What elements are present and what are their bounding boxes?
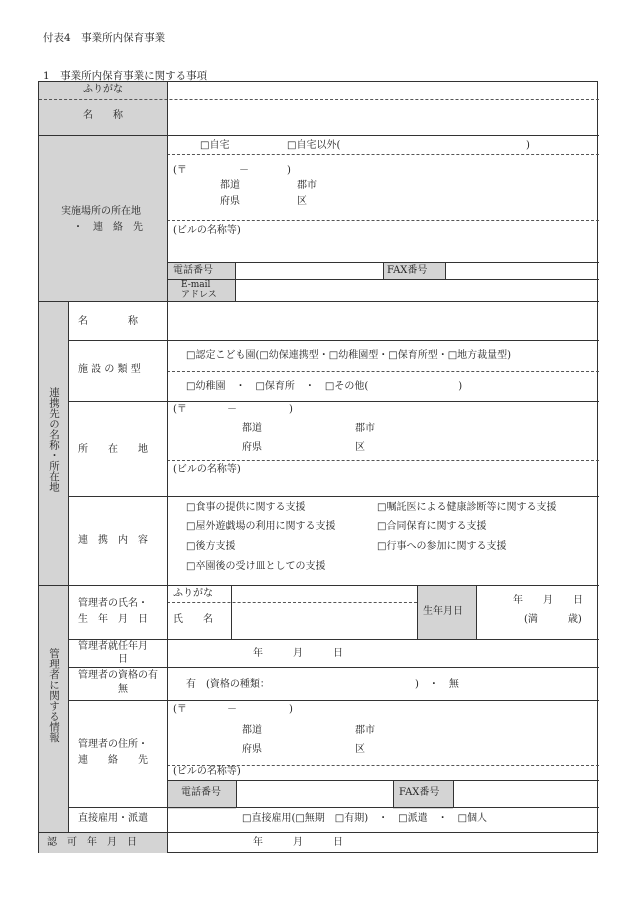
fax-input[interactable] — [446, 263, 598, 278]
manager-phone-label: 電話番号 — [181, 787, 221, 798]
row-line — [39, 585, 599, 586]
phone-input[interactable] — [236, 263, 382, 278]
row-line — [68, 496, 599, 497]
dashed-line — [167, 371, 599, 372]
phone-label: 電話番号 — [173, 265, 213, 276]
manager-address-label-1: 管理者の住所・ — [78, 739, 148, 750]
postal-mark: (〒 — [173, 704, 187, 715]
fax-label: FAX番号 — [387, 265, 428, 276]
support-playground-checkbox[interactable]: □屋外遊戯場の利用に関する支援 — [186, 521, 336, 532]
employment-label: 直接雇用・派遣 — [78, 813, 148, 824]
pref-label-2: 府県 — [242, 442, 262, 453]
city-label-2: 区 — [297, 196, 307, 207]
pref-label-1: 都道 — [220, 180, 240, 191]
name-label: 名 称 — [83, 110, 123, 121]
dashed-line — [167, 460, 599, 461]
col-line — [383, 262, 384, 279]
qualification-value[interactable]: 有 (資格の種類： — [186, 679, 270, 690]
manager-phone-input[interactable] — [237, 781, 392, 806]
location-label-line1: 実施場所の所在地 — [61, 206, 141, 217]
appointed-value: 年 月 日 — [253, 648, 343, 659]
postal-close: ) — [287, 165, 291, 176]
dashed-line — [167, 220, 599, 221]
manager-fax-label: FAX番号 — [399, 787, 440, 798]
col-line — [167, 82, 168, 853]
row-line — [39, 832, 599, 833]
email-input[interactable] — [236, 280, 598, 300]
city-label-1: 郡市 — [297, 180, 317, 191]
close-paren: ) — [526, 140, 530, 151]
appointed-label-2: 日 — [118, 654, 128, 665]
manager-name-label: 氏 名 — [173, 614, 213, 625]
row-line — [68, 700, 599, 701]
manager-fax-input[interactable] — [454, 781, 598, 806]
row-line — [68, 340, 599, 341]
facility-type-option2[interactable]: □幼稚園 ・ □保育所 ・ □その他( ) — [186, 381, 463, 392]
partner-group-label: 連携先の名称・所在地 — [48, 387, 60, 492]
postal-dash: － — [227, 404, 237, 415]
building-label: (ビルの名称等) — [173, 225, 241, 236]
support-joint-care-checkbox[interactable]: □合同保育に関する支援 — [377, 521, 487, 532]
page-title: 付表4 事業所内保育事業 — [43, 32, 166, 44]
email-label-2: アドレス — [181, 290, 217, 300]
row-line — [68, 807, 599, 808]
support-graduate-checkbox[interactable]: □卒園後の受け皿としての支援 — [186, 561, 326, 572]
row-line — [68, 667, 599, 668]
employment-options[interactable]: □直接雇用(□無期 □有期) ・ □派遣 ・ □個人 — [242, 813, 488, 824]
qualification-label-1: 管理者の資格の有 — [78, 670, 158, 681]
postal-mark: (〒 — [173, 165, 187, 176]
city-label-2: 区 — [355, 442, 365, 453]
manager-name-dob-label-1: 管理者の氏名・ — [78, 598, 148, 609]
dashed-line — [167, 154, 599, 155]
section-heading: 1 事業所内保育事業に関する事項 — [43, 70, 208, 82]
email-label-1: E-mail — [181, 280, 211, 290]
dashed-line — [39, 99, 599, 100]
qualification-close[interactable]: ) ・ 無 — [415, 679, 459, 690]
location-label-bg — [39, 136, 167, 301]
pref-label-2: 府県 — [220, 196, 240, 207]
manager-dob-value-1: 年 月 日 — [513, 595, 583, 606]
home-checkbox[interactable]: □自宅 — [200, 140, 230, 151]
furigana-input[interactable] — [168, 82, 598, 98]
col-line — [68, 301, 69, 832]
row-line — [68, 401, 599, 402]
partner-address-label: 所 在 地 — [78, 444, 148, 455]
support-meal-checkbox[interactable]: □食事の提供に関する支援 — [186, 502, 306, 513]
city-label-1: 郡市 — [355, 423, 375, 434]
support-doctor-checkbox[interactable]: □嘱託医による健康診断等に関する支援 — [377, 502, 557, 513]
city-label-2: 区 — [355, 744, 365, 755]
col-line — [393, 780, 394, 807]
row-line — [68, 639, 599, 640]
qualification-label-2: 無 — [118, 684, 128, 695]
manager-dob-value-2: (満 歳) — [524, 614, 582, 625]
manager-address-label-2: 連 絡 先 — [78, 755, 148, 766]
facility-form — [38, 81, 598, 853]
pref-label-1: 都道 — [242, 725, 262, 736]
partner-name-input[interactable] — [168, 302, 598, 339]
postal-dash: － — [239, 165, 249, 176]
building-label: (ビルの名称等) — [173, 766, 241, 777]
facility-type-option1[interactable]: □認定こども園(□幼保連携型・□幼稚園型・□保育所型・□地方裁量型) — [186, 350, 512, 361]
partner-name-label: 名 称 — [78, 316, 138, 327]
other-location-checkbox[interactable]: □自宅以外( — [287, 140, 341, 151]
furigana-label: ふりがな — [83, 84, 123, 95]
location-label-line2: ・ 連 絡 先 — [73, 222, 143, 233]
col-line — [417, 586, 418, 639]
appointed-label-1: 管理者就任年月 — [78, 641, 148, 652]
postal-close: ) — [289, 404, 293, 415]
approval-label: 認 可 年 月 日 — [47, 837, 137, 848]
pref-label-1: 都道 — [242, 423, 262, 434]
manager-furigana-label: ふりがな — [173, 588, 213, 599]
city-label-1: 郡市 — [355, 725, 375, 736]
manager-name-dob-label-2: 生 年 月 日 — [78, 614, 148, 625]
pref-label-2: 府県 — [242, 744, 262, 755]
support-events-checkbox[interactable]: □行事への参加に関する支援 — [377, 541, 507, 552]
manager-group-label: 管理者に関する情報 — [48, 648, 60, 743]
building-label: (ビルの名称等) — [173, 464, 241, 475]
col-line — [476, 586, 477, 639]
postal-mark: (〒 — [173, 404, 187, 415]
postal-close: ) — [289, 704, 293, 715]
manager-name-input[interactable] — [232, 587, 416, 638]
row-line — [39, 135, 599, 136]
approval-value: 年 月 日 — [253, 837, 343, 848]
manager-dob-label: 生年月日 — [423, 606, 463, 617]
name-input[interactable] — [168, 101, 598, 134]
facility-type-label: 施 設 の 類 型 — [78, 364, 141, 375]
postal-dash: － — [227, 704, 237, 715]
support-backup-checkbox[interactable]: □後方支援 — [186, 541, 236, 552]
partner-content-label: 連 携 内 容 — [78, 535, 148, 546]
